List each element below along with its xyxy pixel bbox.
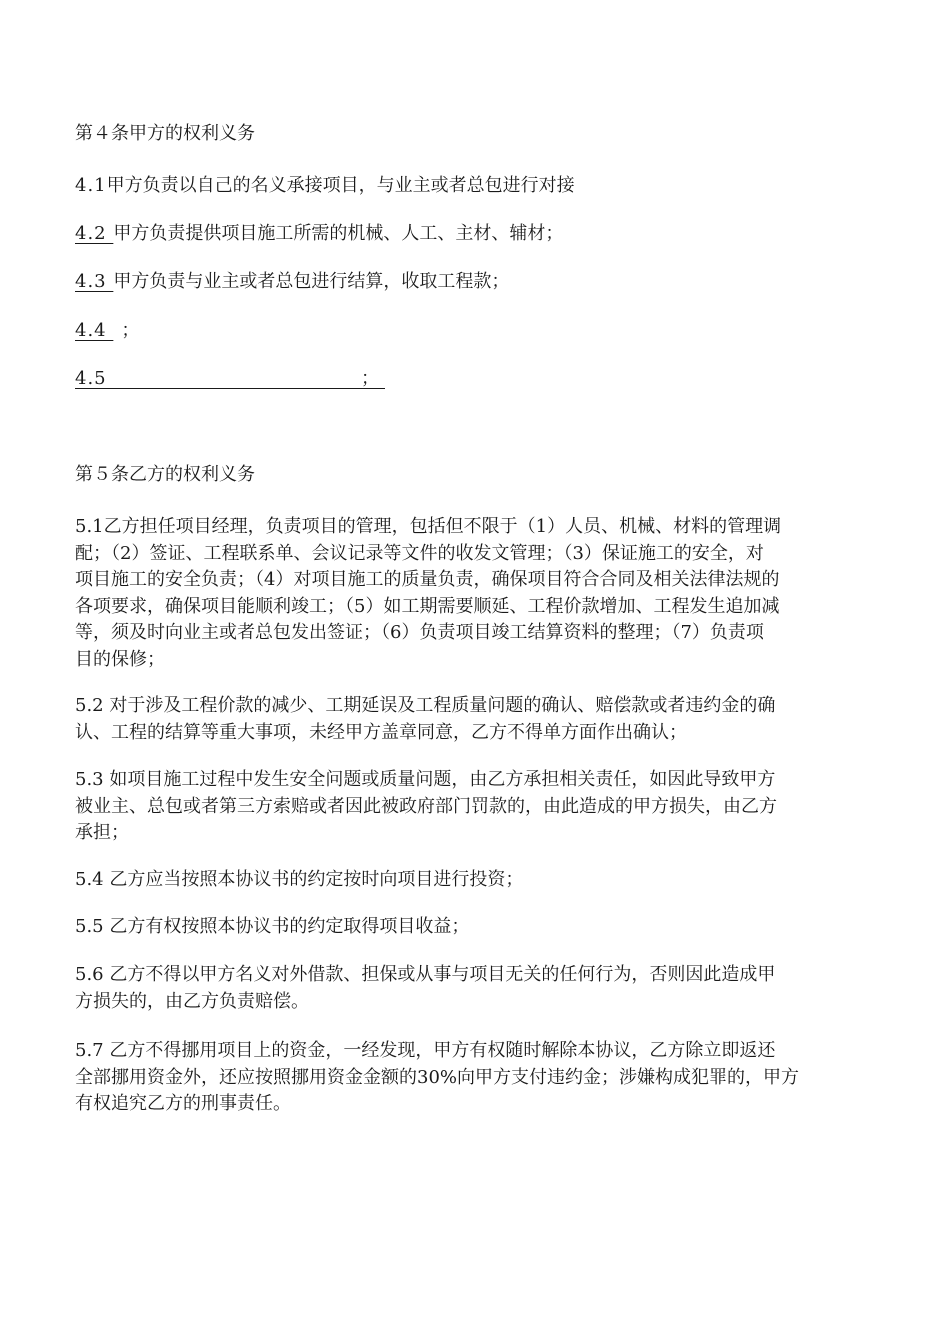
clause-4-3: [75, 269, 509, 295]
clause-5-7: [75, 1038, 885, 1118]
clause-4-4: [75, 318, 139, 344]
clause-text: ；: [361, 368, 379, 389]
clause-5-1: [75, 514, 885, 673]
clause-5-3: [75, 767, 885, 847]
text-line: 被业主、总包或者第三方索赔或者因此被政府部门罚款的，由此造成的甲方损失，由乙方: [75, 795, 777, 817]
text-line: 全部挪用资金外，还应按照挪用资金金额的30%向甲方支付违约金；涉嫌构成犯罪的，甲方: [75, 1066, 800, 1088]
section-5-title: 第５条乙方的权利义务: [75, 464, 255, 485]
clause-text: 甲方负责与业主或者总包进行结算，收取工程款；: [113, 271, 510, 292]
clause-number: 4.1: [75, 175, 107, 196]
section-4-title: 第４条甲方的权利义务: [75, 123, 255, 144]
text-line: 5.4 乙方应当按照本协议书的约定按时向项目进行投资；: [75, 869, 524, 890]
text-line: 项目施工的安全负责；（4）对项目施工的质量负责，确保项目符合合同及相关法律法规的: [75, 569, 780, 590]
text-line: 5.2 对于涉及工程价款的减少、工期延误及工程质量问题的确认、赔偿款或者违约金的确: [75, 695, 776, 716]
clause-number: 4.5: [75, 368, 107, 389]
text-line: 5.3 如项目施工过程中发生安全问题或质量问题，由乙方承担相关责任，如因此导致甲方: [75, 769, 776, 790]
text-line: 认、工程的结算等重大事项，未经甲方盖章同意，乙方不得单方面作出确认；: [75, 721, 687, 743]
clause-5-5: [75, 914, 885, 941]
text-line: 等，须及时向业主或者总包发出签证；（6）负责项目竣工结算资料的整理；（7）负责项: [75, 622, 764, 643]
clause-text: ；: [121, 320, 140, 341]
text-line: 承担；: [75, 822, 129, 843]
clause-4-5: [75, 366, 385, 393]
text-line: 5.7 乙方不得挪用项目上的资金，一经发现，甲方有权随时解除本协议，乙方除立即返还: [75, 1040, 776, 1061]
text-line: 方损失的，由乙方负责赔偿。: [75, 990, 309, 1012]
text-line: 5.6 乙方不得以甲方名义对外借款、担保或从事与项目无关的任何行为，否则因此造成甲: [75, 964, 776, 985]
clause-5-6: [75, 962, 885, 1015]
blank-field: [75, 366, 385, 389]
text-line: 有权追究乙方的刑事责任。: [75, 1093, 291, 1114]
text-line: 5.1乙方担任项目经理，负责项目的管理，包括但不限于（1）人员、机械、材料的管理调: [75, 516, 782, 537]
clause-5-2: [75, 693, 885, 746]
text-line: 配；（2）签证、工程联系单、会议记录等文件的收发文管理；（3）保证施工的安全，对: [75, 542, 764, 564]
clause-text: 甲方负责提供项目施工所需的机械、人工、主材、辅材；: [113, 223, 564, 244]
clause-text: 甲方负责以自己的名义承接项目，与业主或者总包进行对接: [106, 175, 575, 196]
clause-5-4: [75, 867, 885, 894]
clause-number: 4.2: [75, 223, 114, 244]
clause-4-2: [75, 221, 563, 247]
text-line: 5.5 乙方有权按照本协议书的约定取得项目收益；: [75, 916, 470, 937]
text-line: 目的保修；: [75, 648, 165, 670]
text-line: 各项要求，确保项目能顺利竣工；（5）如工期需要顺延、工程价款增加、工程发生追加减: [75, 595, 780, 617]
clause-number: 4.3: [75, 271, 114, 292]
clause-4-1: [75, 173, 575, 199]
clause-number: 4.4: [75, 320, 114, 341]
